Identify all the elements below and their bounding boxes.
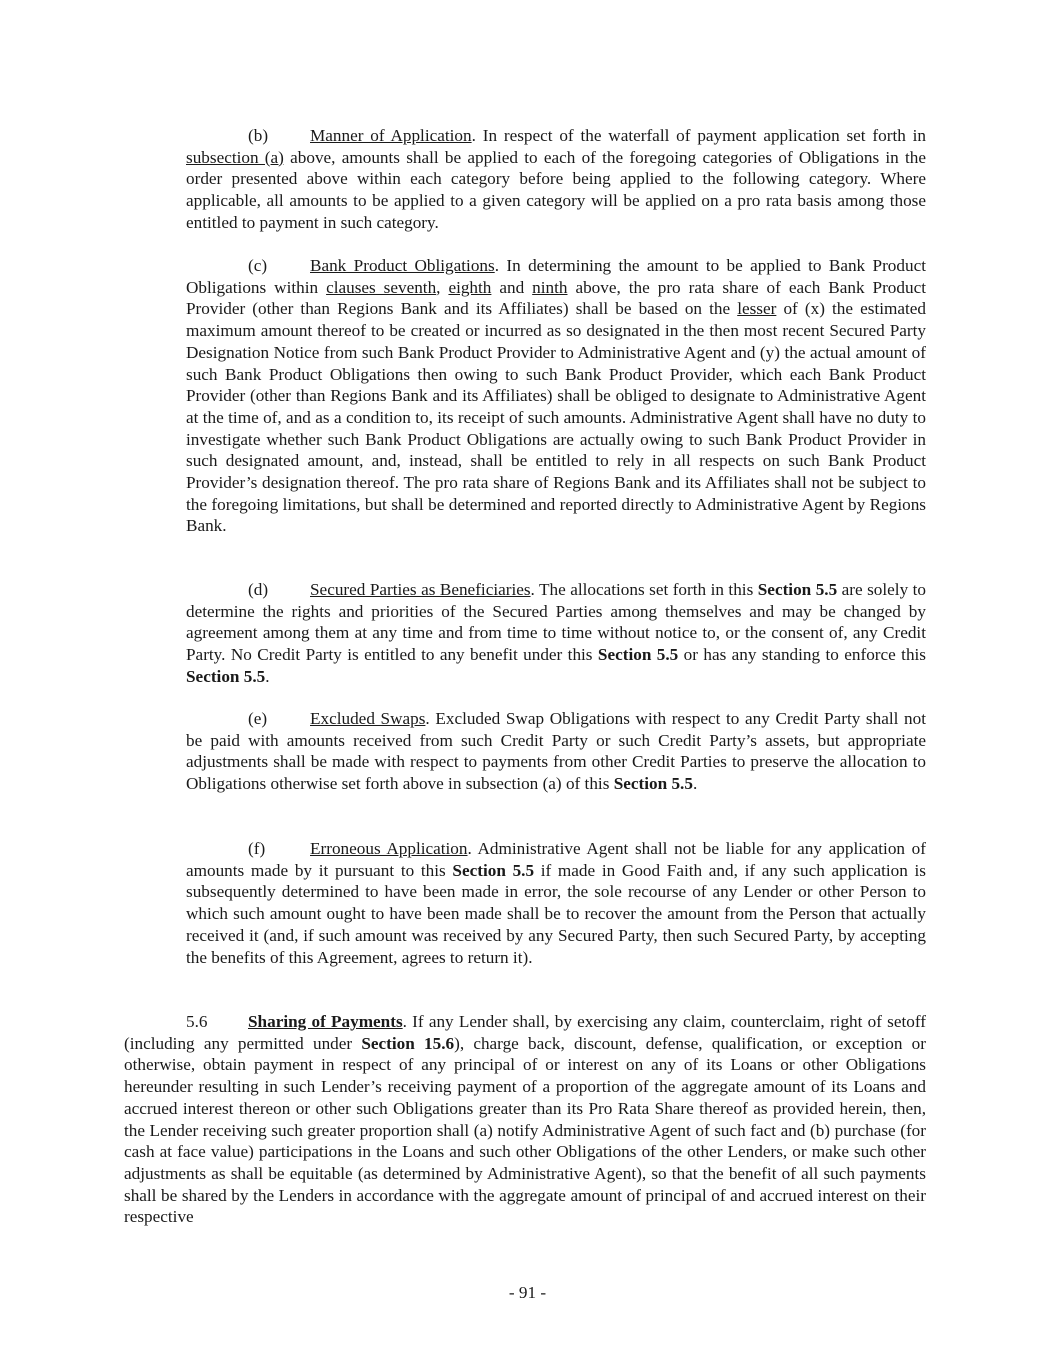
- section-reference: Section 5.5: [757, 580, 838, 599]
- paragraph-c-bank-product-obligations: [186, 255, 926, 537]
- paragraph-text: above, amounts shall be applied to each of the foregoing categories of Obligations in the order presented above within each category before being applied to the following category. Where applicable, all amounts to be applied to a given category will be applied on a pro rata basis among those entitled to payment in such category.: [186, 147, 926, 232]
- paragraph-label: (b): [248, 126, 269, 145]
- section-heading: Sharing of Payments: [248, 1012, 403, 1031]
- cross-reference: subsection (a): [186, 147, 284, 167]
- paragraph-heading: Erroneous Application: [310, 839, 468, 858]
- paragraph-text: . In respect of the waterfall of payment application set forth in: [471, 126, 927, 145]
- paragraph-text: . If any Lender shall, by exercising any claim, counterclaim, right of setoff (including any permitted under: [124, 1012, 926, 1053]
- paragraph-text: ,: [436, 277, 449, 297]
- paragraph-label: (c): [248, 256, 268, 275]
- cross-reference: ninth: [532, 277, 568, 297]
- section-5-6-sharing-of-payments: [124, 1011, 926, 1228]
- paragraph-text: . Excluded Swap Obligations with respect to any Credit Party shall not be paid with amounts received from such Credit Party or such Credit Party’s assets, but appropriate adjustments shall be made with respect to payments from other Credit Parties to preserve the allocation to Obligations otherwise set forth above in subsection (a) of this: [186, 709, 926, 794]
- emphasis-term: lesser: [737, 299, 777, 319]
- paragraph-text: above, the pro rata share of each Bank Product Provider (other than Regions Bank and its Affiliates) shall be based on the: [186, 277, 926, 319]
- paragraph-text: or has any standing to enforce this: [678, 645, 927, 665]
- page-number: - 91 -: [508, 1283, 547, 1302]
- paragraph-e-excluded-swaps: [186, 708, 926, 795]
- section-reference: Section 5.5: [597, 645, 679, 665]
- paragraph-text: ), charge back, discount, defense, qualification, or exception or otherwise, obtain payment in respect of any principal of or interest on any of its Loans or other Obligations hereunder resulting in such Lender’s receiving payment of a proportion of the aggregate amount of its Loans and accrued interest thereon or other such Obligations greater than its Pro Rata Share thereof as provided herein, then, the Lender receiving such greater proportion shall (a) notify Administrative Agent of such fact and (b) purchase (for cash at face value) participations in the Loans and such other Obligations of the other Lenders, or make such other adjustments as shall be equitable (as determined by Administrative Agent), so that the benefit of all such payments shall be shared by the Lenders in accordance with the aggregate amount of principal of and accrued interest on their respective: [124, 1033, 926, 1227]
- paragraph-heading: Secured Parties as Beneficiaries: [310, 580, 531, 599]
- cross-reference: clauses seventh: [326, 277, 437, 297]
- paragraph-text: . The allocations set forth in this: [530, 580, 758, 599]
- paragraph-text: . In determining the amount to be applied to Bank Product Obligations within: [186, 256, 926, 297]
- paragraph-f-erroneous-application: [186, 838, 926, 968]
- paragraph-label: (e): [248, 709, 268, 728]
- paragraph-b-manner-of-application: [186, 125, 926, 234]
- paragraph-text: .: [265, 666, 270, 686]
- paragraph-text: of (x) the estimated maximum amount thereof to be created or incurred as so designated in the then most recent Secured Party Designation Notice from such Bank Product Provider to Administrative Agent and (y) the actual amount of such Bank Product Obligations then owing to such Bank Product Provider, which each Bank Product Provider (other than Regions Bank and its Affiliates) shall be obliged to designate to Administrative Agent at the time of, and as a condition to, its receipt of such amounts. Administrative Agent shall have no duty to investigate whether such Bank Product Obligations are actually owing to such Bank Product Provider in such designated amount, and, instead, shall be entitled to rely in all respects on such Bank Product Provider’s designation thereof. The pro rata share of Regions Bank and its Affiliates shall not be subject to the foregoing limitations, but shall be determined and reported directly to Administrative Agent by Regions Bank.: [186, 299, 926, 536]
- section-reference: Section 5.5: [452, 860, 535, 880]
- paragraph-text: and: [491, 277, 533, 297]
- paragraph-heading: Manner of Application: [310, 126, 472, 145]
- paragraph-d-secured-parties: [186, 579, 926, 688]
- section-number: 5.6: [186, 1012, 208, 1031]
- paragraph-label: (f): [248, 839, 266, 858]
- section-reference: Section 5.5: [186, 666, 266, 686]
- cross-reference: eighth: [448, 277, 492, 297]
- paragraph-text: if made in Good Faith and, if any such application is subsequently determined to have been made in error, the sole recourse of any Lender or other Person to which such amount ought to have been made shall be to recover the amount from the Person that actually received it (and, if such amount was received by any Secured Party, then such Secured Party, by accepting the benefits of this Agreement, agrees to return it).: [186, 860, 926, 967]
- section-reference: Section 5.5: [613, 774, 693, 794]
- paragraph-heading: Excluded Swaps: [310, 709, 426, 728]
- paragraph-text: are solely to determine the rights and priorities of the Secured Parties among themselves and may be changed by agreement among them at any time and from time to time without notice to, or the consent of, any Credit Party. No Credit Party is entitled to any benefit under this: [186, 580, 927, 665]
- paragraph-heading: Bank Product Obligations: [310, 256, 495, 275]
- section-reference: Section 15.6: [361, 1033, 455, 1053]
- paragraph-label: (d): [248, 580, 269, 599]
- paragraph-text: . Administrative Agent shall not be liable for any application of amounts made by it pursuant to this: [186, 839, 926, 880]
- paragraph-text: .: [692, 774, 698, 794]
